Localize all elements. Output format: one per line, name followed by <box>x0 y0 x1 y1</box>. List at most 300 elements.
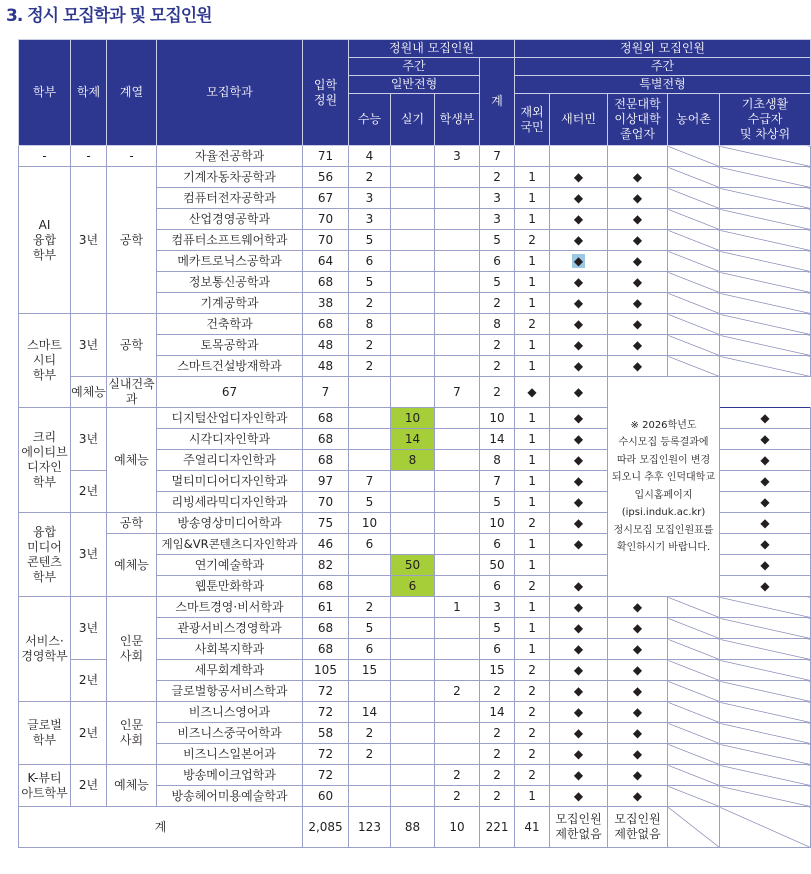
suneung-cell: 2 <box>349 597 391 618</box>
college-grad-cell <box>608 167 668 188</box>
suneung-cell <box>349 450 391 471</box>
record-cell <box>435 723 480 744</box>
suneung-cell: 5 <box>349 618 391 639</box>
defector-cell <box>550 293 608 314</box>
division-cell: 서비스· 경영학부 <box>19 597 71 702</box>
overseas-cell: 1 <box>515 618 550 639</box>
division-cell: K-뷰티 아트학부 <box>19 765 71 807</box>
defector-cell <box>550 209 608 230</box>
overseas-cell: 2 <box>515 576 550 597</box>
overseas-cell: 1 <box>515 534 550 555</box>
diamond-marker: ◆ <box>573 578 584 593</box>
record-cell <box>435 408 480 429</box>
diamond-marker: ◆ <box>573 662 584 677</box>
suneung-cell <box>349 429 391 450</box>
overseas-cell: 1 <box>515 471 550 492</box>
table-row <box>19 167 811 188</box>
practical-cell <box>391 293 435 314</box>
basic-cell-na <box>720 272 811 293</box>
diamond-marker: ◆ <box>760 494 770 509</box>
overseas-cell: 1 <box>515 251 550 272</box>
total-farming-na <box>668 807 720 848</box>
department-cell: 관광서비스경영학과 <box>157 618 303 639</box>
sum-cell: 3 <box>480 188 515 209</box>
overseas-cell: 2 <box>480 377 515 408</box>
overseas-cell: 1 <box>515 209 550 230</box>
diamond-marker: ◆ <box>632 746 643 761</box>
record-cell: 1 <box>435 597 480 618</box>
department-cell: 멀티미디어디자인학과 <box>157 471 303 492</box>
basic-cell-na <box>720 293 811 314</box>
col-special: 특별전형 <box>515 76 811 94</box>
practical-cell: 6 <box>391 576 435 597</box>
series-cell: 공학 <box>107 314 157 377</box>
term-cell: 2년 <box>71 702 107 765</box>
basic-cell-na <box>720 744 811 765</box>
col-department: 모집학과 <box>157 40 303 146</box>
quota-cell: 68 <box>303 639 349 660</box>
practical-cell <box>391 639 435 660</box>
college-grad-cell <box>608 660 668 681</box>
overseas-cell <box>515 146 550 167</box>
quota-cell: 70 <box>303 209 349 230</box>
col-college-grad: 전문대학 이상대학 졸업자 <box>608 94 668 146</box>
department-cell: 스마트경영·비서학과 <box>157 597 303 618</box>
diamond-marker: ◆ <box>632 211 643 226</box>
col-division: 학부 <box>19 40 71 146</box>
quota-cell: 72 <box>303 744 349 765</box>
term-cell: 3년 <box>71 408 107 471</box>
basic-cell-na <box>720 660 811 681</box>
department-cell: 시각디자인학과 <box>157 429 303 450</box>
diamond-marker: ◆ <box>632 190 643 205</box>
overseas-cell: 1 <box>515 356 550 377</box>
department-cell: 방송영상미디어학과 <box>157 513 303 534</box>
suneung-cell: 6 <box>349 639 391 660</box>
col-record: 학생부 <box>435 94 480 146</box>
overseas-cell: 1 <box>515 188 550 209</box>
suneung-cell: 5 <box>349 492 391 513</box>
sum-cell: 14 <box>480 429 515 450</box>
department-cell: 토목공학과 <box>157 335 303 356</box>
term-cell: 2년 <box>71 471 107 513</box>
quota-cell: 67 <box>303 188 349 209</box>
college-grad-cell <box>720 471 811 492</box>
suneung-cell <box>349 786 391 807</box>
defector-cell <box>550 492 608 513</box>
diamond-marker: ◆ <box>573 358 584 373</box>
diamond-marker: ◆ <box>573 746 584 761</box>
diamond-marker: ◆ <box>632 725 643 740</box>
basic-cell-na <box>720 681 811 702</box>
suneung-cell: 8 <box>349 314 391 335</box>
diamond-marker: ◆ <box>573 337 584 352</box>
series-cell: 공학 <box>107 513 157 534</box>
sum-cell: 2 <box>480 765 515 786</box>
diamond-marker: ◆ <box>760 536 770 551</box>
practical-cell <box>391 660 435 681</box>
quota-cell: 68 <box>303 618 349 639</box>
quota-cell: 70 <box>303 492 349 513</box>
department-cell: 비즈니스중국어학과 <box>157 723 303 744</box>
college-grad-cell <box>608 597 668 618</box>
series-cell: 인문 사회 <box>107 702 157 765</box>
sum-cell: 7 <box>435 377 480 408</box>
college-grad-cell <box>608 681 668 702</box>
record-cell <box>435 471 480 492</box>
quota-cell: 48 <box>303 335 349 356</box>
table-body <box>19 146 811 848</box>
sum-cell: 50 <box>480 555 515 576</box>
department-cell: 주얼리디자인학과 <box>157 450 303 471</box>
diamond-marker: ◆ <box>632 683 643 698</box>
overseas-cell: 2 <box>515 513 550 534</box>
department-cell: 방송헤어미용예술학과 <box>157 786 303 807</box>
record-cell <box>435 293 480 314</box>
table-row <box>19 146 811 167</box>
basic-cell-na <box>720 251 811 272</box>
quota-cell: 97 <box>303 471 349 492</box>
diamond-marker: ◆ <box>573 704 584 719</box>
diamond-marker: ◆ <box>632 274 643 289</box>
defector-cell <box>550 681 608 702</box>
defector-cell <box>550 146 608 167</box>
quota-cell: 70 <box>303 230 349 251</box>
defector-cell <box>550 618 608 639</box>
defector-cell <box>550 471 608 492</box>
sum-cell: 5 <box>480 230 515 251</box>
table-header <box>19 40 811 146</box>
suneung-cell <box>349 408 391 429</box>
diamond-marker: ◆ <box>573 190 584 205</box>
department-cell: 연기예술학과 <box>157 555 303 576</box>
farming-cell-na <box>668 251 720 272</box>
farming-cell-na <box>668 146 720 167</box>
diamond-marker: ◆ <box>760 473 770 488</box>
diamond-marker: ◆ <box>632 358 643 373</box>
farming-cell-na <box>668 188 720 209</box>
department-cell: 기계자동차공학과 <box>157 167 303 188</box>
practical-cell <box>391 335 435 356</box>
basic-cell-na <box>720 146 811 167</box>
college-grad-cell <box>608 786 668 807</box>
suneung-cell: 15 <box>349 660 391 681</box>
overseas-cell: 1 <box>515 450 550 471</box>
defector-cell <box>550 356 608 377</box>
col-outside: 정원외 모집인원 <box>515 40 811 58</box>
table-row <box>19 597 811 618</box>
department-cell: 비즈니스일본어과 <box>157 744 303 765</box>
practical-cell <box>391 146 435 167</box>
quota-cell: 48 <box>303 356 349 377</box>
basic-cell-na <box>720 618 811 639</box>
basic-cell-na <box>720 597 811 618</box>
college-grad-cell <box>720 534 811 555</box>
record-cell <box>435 272 480 293</box>
basic-cell-na <box>720 786 811 807</box>
quota-cell: 72 <box>303 765 349 786</box>
record-cell <box>435 230 480 251</box>
record-cell <box>435 702 480 723</box>
college-grad-cell <box>608 230 668 251</box>
diamond-marker: ◆ <box>760 557 770 572</box>
suneung-cell: 10 <box>349 513 391 534</box>
quota-cell: 68 <box>303 314 349 335</box>
college-grad-cell <box>608 314 668 335</box>
diamond-marker: ◆ <box>573 232 584 247</box>
record-cell: 2 <box>435 765 480 786</box>
practical-cell <box>391 471 435 492</box>
overseas-cell: 2 <box>515 765 550 786</box>
diamond-marker: ◆ <box>632 620 643 635</box>
farming-cell-na <box>668 723 720 744</box>
department-cell: 사회복지학과 <box>157 639 303 660</box>
practical-cell: 8 <box>391 450 435 471</box>
quota-cell: 105 <box>303 660 349 681</box>
practical-cell <box>391 618 435 639</box>
term-cell: 2년 <box>71 660 107 702</box>
quota-cell: 64 <box>303 251 349 272</box>
total-college-grad: 모집인원 제한없음 <box>608 807 668 848</box>
sum-cell: 2 <box>480 786 515 807</box>
defector-cell <box>550 660 608 681</box>
overseas-cell: 2 <box>515 723 550 744</box>
defector-cell <box>550 167 608 188</box>
college-grad-cell <box>608 356 668 377</box>
quota-cell: 58 <box>303 723 349 744</box>
defector-cell <box>550 335 608 356</box>
diamond-marker: ◆ <box>573 641 584 656</box>
note-cell: ※ 2026학년도 수시모집 등록결과에 따라 모집인원이 변경 되오니 추후 인덕대학교 입시홈페이지 (ipsi.induk.ac.kr) 정시모집 모집인원표를 확인하시기 바랍니다. <box>608 377 720 597</box>
practical-cell <box>391 702 435 723</box>
diamond-marker: ◆ <box>573 620 584 635</box>
college-grad-cell <box>720 555 811 576</box>
diamond-marker: ◆ <box>573 767 584 782</box>
overseas-cell: 2 <box>515 314 550 335</box>
page-title: 3. 정시 모집학과 및 모집인원 <box>6 6 212 26</box>
quota-cell: 75 <box>303 513 349 534</box>
col-farming: 농어촌 <box>668 94 720 146</box>
overseas-cell: 1 <box>515 335 550 356</box>
diamond-marker: ◆ <box>760 578 770 593</box>
defector-cell <box>515 377 550 408</box>
quota-cell: 72 <box>303 702 349 723</box>
overseas-cell: 2 <box>515 744 550 765</box>
sum-cell: 3 <box>480 209 515 230</box>
total-overseas: 41 <box>515 807 550 848</box>
defector-cell <box>550 272 608 293</box>
farming-cell-na <box>668 744 720 765</box>
department-cell: 자율전공학과 <box>157 146 303 167</box>
overseas-cell: 1 <box>515 167 550 188</box>
diamond-marker: ◆ <box>632 767 643 782</box>
record-cell <box>435 335 480 356</box>
overseas-cell: 1 <box>515 408 550 429</box>
series-cell: 예체능 <box>107 765 157 807</box>
sum-cell: 2 <box>480 335 515 356</box>
college-grad-cell <box>720 576 811 597</box>
col-overseas: 재외 국민 <box>515 94 550 146</box>
practical-cell: 14 <box>391 429 435 450</box>
farming-cell-na <box>668 786 720 807</box>
college-grad-cell <box>720 513 811 534</box>
basic-cell-na <box>720 639 811 660</box>
series-cell: 예체능 <box>71 377 107 408</box>
practical-cell <box>349 377 391 408</box>
record-cell <box>435 167 480 188</box>
sum-cell: 6 <box>480 534 515 555</box>
diamond-marker: ◆ <box>632 641 643 656</box>
defector-cell <box>550 429 608 450</box>
col-series: 계열 <box>107 40 157 146</box>
col-suneung: 수능 <box>349 94 391 146</box>
practical-cell <box>391 723 435 744</box>
overseas-cell: 1 <box>515 555 550 576</box>
suneung-cell: 2 <box>349 356 391 377</box>
suneung-cell: 2 <box>349 293 391 314</box>
suneung-cell: 2 <box>349 167 391 188</box>
record-cell <box>435 209 480 230</box>
diamond-marker: ◆ <box>573 431 584 446</box>
overseas-cell: 1 <box>515 293 550 314</box>
department-cell: 건축학과 <box>157 314 303 335</box>
series-cell: 공학 <box>107 167 157 314</box>
record-cell: 2 <box>435 681 480 702</box>
sum-cell: 15 <box>480 660 515 681</box>
term-cell: 3년 <box>71 167 107 314</box>
diamond-marker: ◆ <box>573 494 584 509</box>
record-cell <box>435 618 480 639</box>
practical-cell <box>391 744 435 765</box>
defector-cell <box>550 314 608 335</box>
suneung-cell <box>349 555 391 576</box>
division-cell: 융합 미디어 콘텐츠 학부 <box>19 513 71 597</box>
college-grad-cell <box>608 723 668 744</box>
division-cell: 스마트 시티 학부 <box>19 314 71 408</box>
sum-cell: 5 <box>480 492 515 513</box>
department-cell: 컴퓨터전자공학과 <box>157 188 303 209</box>
suneung-cell: 3 <box>349 188 391 209</box>
defector-cell <box>550 188 608 209</box>
farming-cell-na <box>668 660 720 681</box>
diamond-marker: ◆ <box>760 410 770 425</box>
suneung-cell <box>349 765 391 786</box>
sum-cell: 2 <box>480 681 515 702</box>
diamond-marker: ◆ <box>573 788 584 803</box>
diamond-marker: ◆ <box>632 704 643 719</box>
sum-cell: 10 <box>480 513 515 534</box>
diamond-marker: ◆ <box>632 599 643 614</box>
series-cell: - <box>107 146 157 167</box>
quota-cell: 38 <box>303 293 349 314</box>
department-cell: 웹툰만화학과 <box>157 576 303 597</box>
sum-cell: 8 <box>480 450 515 471</box>
college-grad-cell <box>720 429 811 450</box>
diamond-marker: ◆ <box>573 316 584 331</box>
basic-cell-na <box>720 167 811 188</box>
defector-cell <box>550 450 608 471</box>
practical-cell <box>391 209 435 230</box>
admissions-table <box>18 39 811 848</box>
diamond-marker: ◆ <box>573 452 584 467</box>
sum-cell: 7 <box>480 146 515 167</box>
farming-cell-na <box>668 639 720 660</box>
college-grad-cell <box>608 251 668 272</box>
college-grad-cell <box>608 272 668 293</box>
sum-cell: 6 <box>480 576 515 597</box>
farming-cell-na <box>668 765 720 786</box>
practical-cell <box>391 534 435 555</box>
table-row <box>19 377 811 408</box>
total-label: 계 <box>19 807 303 848</box>
suneung-cell: 5 <box>349 272 391 293</box>
sum-cell: 2 <box>480 356 515 377</box>
practical-cell <box>391 251 435 272</box>
diamond-marker: ◆ <box>573 211 584 226</box>
basic-cell-na <box>720 188 811 209</box>
diamond-marker: ◆ <box>632 232 643 247</box>
sum-cell: 6 <box>480 639 515 660</box>
practical-cell <box>391 492 435 513</box>
college-grad-cell <box>608 702 668 723</box>
quota-cell: 67 <box>157 377 303 408</box>
division-cell: 글로벌 학부 <box>19 702 71 765</box>
practical-cell <box>391 513 435 534</box>
farming-cell-na <box>668 209 720 230</box>
total-practical: 88 <box>391 807 435 848</box>
col-sum: 계 <box>480 58 515 146</box>
series-cell: 인문 사회 <box>107 597 157 702</box>
sum-cell: 2 <box>480 744 515 765</box>
practical-cell <box>391 597 435 618</box>
division-cell: 크리 에이티브 디자인 학부 <box>19 408 71 513</box>
defector-cell <box>550 702 608 723</box>
overseas-cell: 1 <box>515 597 550 618</box>
practical-cell: 10 <box>391 408 435 429</box>
defector-cell <box>550 786 608 807</box>
record-cell <box>435 251 480 272</box>
record-cell <box>435 188 480 209</box>
department-cell: 컴퓨터소프트웨어학과 <box>157 230 303 251</box>
college-grad-cell <box>608 293 668 314</box>
sum-cell: 5 <box>480 618 515 639</box>
overseas-cell: 1 <box>515 272 550 293</box>
suneung-cell: 2 <box>349 744 391 765</box>
diamond-marker: ◆ <box>573 473 584 488</box>
farming-cell-na <box>668 597 720 618</box>
total-quota: 2,085 <box>303 807 349 848</box>
record-cell: 3 <box>435 146 480 167</box>
basic-cell-na <box>720 314 811 335</box>
record-cell <box>435 513 480 534</box>
defector-cell <box>550 639 608 660</box>
term-cell: 2년 <box>71 765 107 807</box>
diamond-marker: ◆ <box>632 662 643 677</box>
department-cell: 산업경영공학과 <box>157 209 303 230</box>
series-cell: 예체능 <box>107 408 157 513</box>
farming-cell-na <box>668 681 720 702</box>
term-cell: 3년 <box>71 513 107 597</box>
college-grad-cell <box>608 618 668 639</box>
farming-cell-na <box>668 335 720 356</box>
sum-cell: 7 <box>480 471 515 492</box>
total-defector: 모집인원 제한없음 <box>550 807 608 848</box>
quota-cell: 82 <box>303 555 349 576</box>
total-row <box>19 807 811 848</box>
practical-cell <box>391 765 435 786</box>
defector-cell <box>550 723 608 744</box>
table-row <box>19 314 811 335</box>
